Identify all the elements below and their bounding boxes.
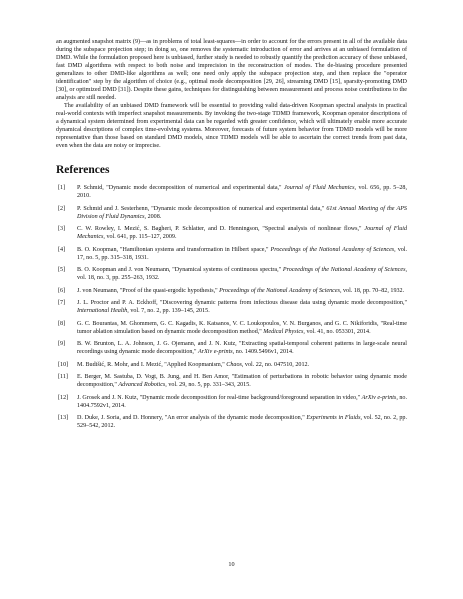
reference-authors-title: J. Grosek and J. N. Kutz, "Dynamic mode decomposition for real-time background/foreground separation in video,"	[77, 394, 362, 401]
reference-details: , vol. 18, pp. 70–82, 1932.	[339, 287, 405, 294]
reference-item	[56, 362, 407, 370]
reference-authors-title: B. O. Koopman, "Hamiltonian systems and transformation in Hilbert space,"	[77, 246, 271, 253]
reference-authors-title: B. O. Koopman and J. von Neumann, "Dynamical systems of continuous spectra,"	[77, 267, 283, 274]
reference-details: , vol. 41, no. 053301, 2014.	[303, 328, 371, 335]
reference-authors-title: G. C. Bourantas, M. Ghommem, G. C. Kagadis, K. Katsanos, V. C. Loukopoulos, V. N. Burganos, and G. C. Nikiforidis, "Real-time tumor ablation simulation based on dynamic mode decomposition method,"	[77, 320, 407, 335]
reference-details: , vol. 52, no. 2, pp. 529–542, 2012.	[77, 415, 407, 430]
reference-item	[56, 267, 407, 283]
reference-authors-title: J. L. Proctor and P. A. Eckhoff, "Discovering dynamic patterns from infectious disease data using dynamic mode decomposition,"	[77, 300, 407, 307]
reference-number: [10]	[58, 361, 69, 368]
reference-details: , vol. 656, pp. 5–28, 2010.	[77, 185, 407, 200]
reference-authors-title: M. Budišić, R. Mohr, and I. Mezić, "Applied Koopmanism,"	[77, 361, 227, 368]
reference-details: , vol. 7, no. 2, pp. 139–145, 2015.	[127, 308, 210, 315]
reference-venue: Advanced Robotics	[118, 382, 166, 389]
reference-venue: Proceedings of the National Academy of Sciences	[282, 267, 406, 274]
reference-number: [11]	[58, 374, 68, 381]
reference-venue: ArXiv e-prints	[197, 349, 233, 356]
reference-item	[56, 341, 407, 357]
reference-details: , no. 1409.5496v1, 2014.	[232, 349, 294, 356]
reference-details: , vol. 17, no. 5, pp. 315–318, 1931.	[77, 246, 408, 261]
reference-number: [8]	[58, 320, 66, 327]
reference-venue: International Health	[77, 308, 128, 315]
reference-number: [5]	[58, 267, 66, 274]
references-heading: References	[56, 164, 110, 177]
reference-number: [6]	[58, 287, 66, 294]
reference-details: , vol. 641, pp. 115–127, 2009.	[103, 234, 177, 241]
reference-venue: ArXiv e-prints	[361, 394, 397, 401]
reference-authors-title: D. Duke, J. Soria, and D. Honnery, "An error analysis of the dynamic mode decomposition,"	[77, 415, 307, 422]
reference-details: , vol. 29, no. 5, pp. 331–343, 2015.	[165, 382, 251, 389]
reference-item	[56, 206, 407, 222]
reference-item	[56, 415, 407, 431]
reference-authors-title: J. von Neumann, "Proof of the quasi-ergodic hypothesis,"	[77, 287, 220, 294]
reference-item	[56, 185, 407, 201]
reference-authors-title: C. W. Rowley, I. Mezić, S. Bagheri, P. Schlatter, and D. Henningson, "Spectral analysis of nonlinear flows,"	[77, 226, 365, 233]
reference-venue: Experiments in Fluids	[306, 415, 361, 422]
reference-authors-title: P. Schmid, "Dynamic mode decomposition of numerical and experimental data,"	[77, 185, 284, 192]
reference-item	[56, 247, 407, 263]
reference-details: , 2008.	[144, 213, 162, 220]
reference-authors-title: B. W. Brunton, L. A. Johnson, J. G. Ojemann, and J. N. Kutz, "Extracting spatial-temporal coherent patterns in large-scale neural recordings using dynamic mode decomposition,"	[77, 341, 407, 356]
reference-list	[56, 185, 407, 431]
reference-details: , no. 1404.7592v1, 2014.	[77, 394, 407, 409]
reference-authors-title: E. Berger, M. Sastuba, D. Vogt, B. Jung, and H. Ben Amor, "Estimation of perturbations in robotic behavior using dynamic mode decomposition,"	[77, 374, 407, 389]
reference-item	[56, 395, 407, 411]
reference-venue: Proceedings of the National Academy of Sciences	[270, 246, 395, 253]
reference-number: [9]	[58, 341, 66, 348]
body-paragraph-1: an augmented snapshot matrix (9)—as in problems of total least-squares—in order to account for the errors present in all of the available data during the subspace projection step; in doing so, one removes the systematic introduction of error and arrives at an unbiased formulation of DMD. While the formulation proposed here is unbiased, further study is needed to robustly quantify the prediction accuracy of these unbiased, fast DMD algorithms with respect to both noise and imprecision in the reconstruction of modes. The de-biasing procedure presented generalizes to other DMD-like algorithms as well; one need only apply the subspace projection step, and then replace the "operator identification" step by the algorithm of choice (e.g., optimal mode decomposition [29, 26], streaming DMD [15], sparsity-promoting DMD [30], or optimized DMD [31]). Despite these gains, techniques for distinguishing between measurement and process noise contributions to the analysis are still needed.	[56, 39, 407, 102]
reference-number: [13]	[58, 415, 69, 422]
reference-number: [4]	[58, 246, 66, 253]
reference-venue: Journal of Fluid Mechanics	[283, 185, 355, 192]
reference-venue: Journal of Fluid Mechanics	[77, 226, 407, 241]
reference-item	[56, 226, 407, 242]
reference-number: [12]	[58, 394, 69, 401]
reference-venue: Chaos	[226, 361, 242, 368]
body-paragraph-2: The availability of an unbiased DMD framework will be essential to providing valid data-driven Koopman spectral analysis in practical real-world contexts with imperfect snapshot measurements. By invoking the two-stage TDMD framework, Koopman operator descriptions of a dynamical system determined from experimental data can be regarded with greater confidence, which will ultimately enable more accurate dynamical descriptions of complex time-evolving systems. Moreover, forecasts of future system behavior from TDMD models will be more representative than those based on standard DMD models, since TDMD models will be able to ascertain the correct trends from past data, even when the data are noisy or imprecise.	[56, 103, 407, 150]
reference-item	[56, 288, 407, 296]
reference-details: , vol. 22, no. 047510, 2012.	[241, 361, 310, 368]
reference-venue: 61st Annual Meeting of the APS Division of Fluid Dynamics	[77, 205, 407, 220]
reference-venue: Medical Physics	[263, 328, 304, 335]
reference-number: [1]	[58, 185, 66, 192]
reference-authors-title: P. Schmid and J. Sesterhenn, "Dynamic mode decomposition of numerical and experimental data,"	[77, 205, 327, 212]
reference-number: [3]	[58, 226, 66, 233]
reference-details: , vol. 18, no. 3, pp. 255–263, 1932.	[77, 267, 407, 282]
reference-item	[56, 321, 407, 337]
reference-number: [2]	[58, 205, 66, 212]
reference-number: [7]	[58, 300, 66, 307]
page-number: 10	[228, 561, 235, 568]
reference-item	[56, 300, 407, 316]
reference-item	[56, 374, 407, 390]
reference-venue: Proceedings of the National Academy of Sciences	[219, 287, 340, 294]
